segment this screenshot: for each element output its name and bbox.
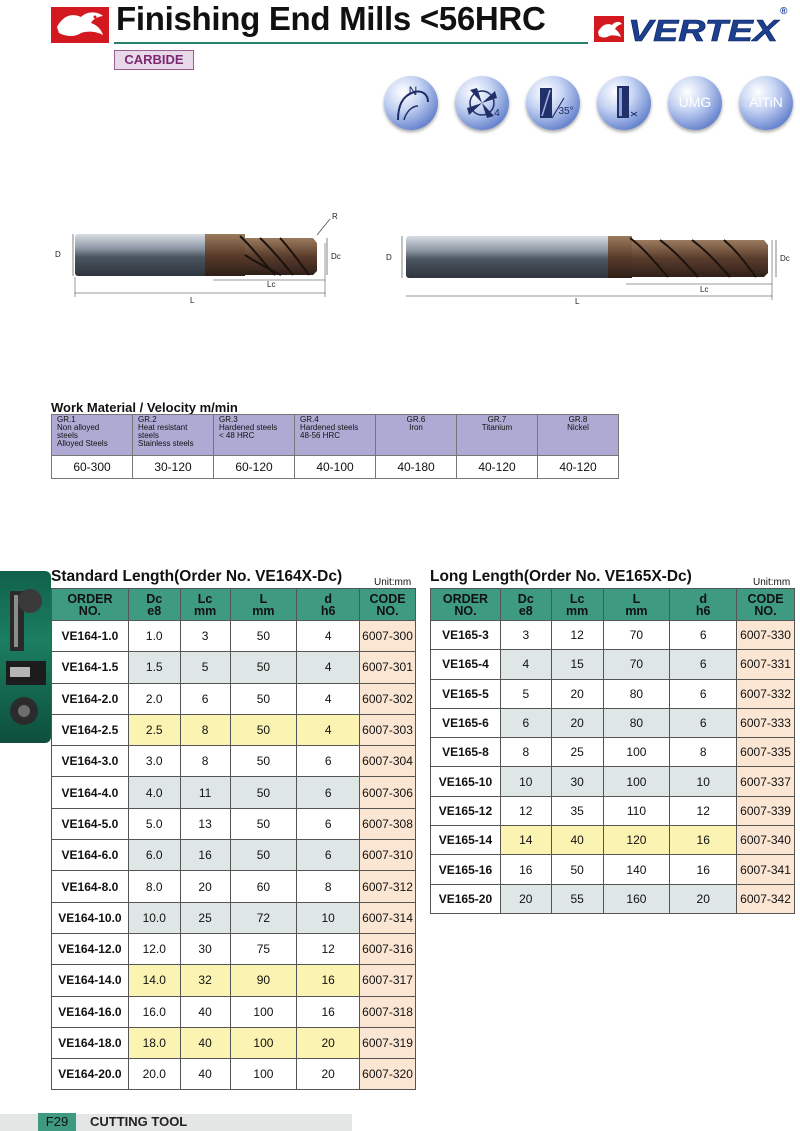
cell-code: 6007-300 xyxy=(360,621,416,652)
long-unit: Unit:mm xyxy=(753,577,791,588)
cell-dc: 4 xyxy=(500,650,551,679)
cell-lc: 20 xyxy=(180,871,230,902)
material-group-name: GR.8 xyxy=(568,415,588,424)
column-header xyxy=(551,589,603,621)
badge-label: AlTiN xyxy=(749,94,783,110)
column-header xyxy=(500,589,551,621)
cell-d: 6 xyxy=(297,777,360,808)
column-header-line: mm xyxy=(252,603,275,618)
cell-lc: 15 xyxy=(551,650,603,679)
dim-label-lc: Lc xyxy=(700,285,709,294)
cell-order: VE164-14.0 xyxy=(52,965,129,996)
cell-code: 6007-303 xyxy=(360,714,416,745)
material-group-desc: Hardened steels xyxy=(219,423,278,432)
column-header-line: d xyxy=(699,591,708,606)
cell-lc: 8 xyxy=(180,714,230,745)
cell-order: VE165-10 xyxy=(431,767,501,796)
cell-lc: 6 xyxy=(180,683,230,714)
cell-code: 6007-304 xyxy=(360,746,416,777)
column-header-line: NO. xyxy=(376,603,399,618)
vertex-brand-logo xyxy=(594,10,782,46)
cell-lc: 11 xyxy=(180,777,230,808)
cell-l: 50 xyxy=(230,840,297,871)
cell-d: 20 xyxy=(297,1027,360,1058)
material-velocity: 40-180 xyxy=(376,456,457,479)
table-row xyxy=(431,738,795,767)
table-row xyxy=(52,871,416,902)
cell-lc: 25 xyxy=(180,902,230,933)
column-header xyxy=(52,589,129,621)
cell-lc: 16 xyxy=(180,840,230,871)
cell-code: 6007-319 xyxy=(360,1027,416,1058)
cell-dc: 16.0 xyxy=(128,996,180,1027)
brand-name: VERTEX xyxy=(628,13,781,46)
footer-section: CUTTING TOOL xyxy=(90,1114,188,1129)
cell-d: 8 xyxy=(297,871,360,902)
cell-dc: 1.5 xyxy=(128,652,180,683)
table-row xyxy=(52,840,416,871)
material-group-header xyxy=(376,415,457,456)
table-row xyxy=(52,902,416,933)
cell-order: VE164-3.0 xyxy=(52,746,129,777)
cell-l: 80 xyxy=(603,679,670,708)
column-header-line: NO. xyxy=(78,603,102,618)
material-tag: CARBIDE xyxy=(114,50,194,70)
dim-label-l: L xyxy=(575,297,580,306)
umg-grade-icon xyxy=(668,76,722,130)
dim-label-d: D xyxy=(55,250,61,259)
column-header-line: NO. xyxy=(454,603,477,618)
cell-code: 6007-332 xyxy=(737,679,795,708)
cell-l: 80 xyxy=(603,708,670,737)
cell-code: 6007-314 xyxy=(360,902,416,933)
cell-lc: 20 xyxy=(551,679,603,708)
column-header-line: NO. xyxy=(754,603,777,618)
machining-photo xyxy=(0,571,51,743)
cell-d: 4 xyxy=(297,652,360,683)
shank-tolerance-icon xyxy=(597,76,651,130)
cell-dc: 12.0 xyxy=(128,933,180,964)
four-flute-icon xyxy=(455,76,509,130)
material-group-header xyxy=(214,415,295,456)
material-group-desc: Nickel xyxy=(567,423,589,432)
column-header-line: e8 xyxy=(518,603,533,618)
material-velocity: 30-120 xyxy=(133,456,214,479)
cell-lc: 55 xyxy=(551,884,603,913)
cell-d: 6 xyxy=(670,650,737,679)
cell-l: 160 xyxy=(603,884,670,913)
cell-order: VE164-12.0 xyxy=(52,933,129,964)
table-row xyxy=(431,679,795,708)
cell-order: VE165-20 xyxy=(431,884,501,913)
registered-mark: ® xyxy=(780,6,788,17)
material-group-name: GR.6 xyxy=(406,415,426,424)
column-header-line: Lc xyxy=(569,591,585,606)
column-header-line: ORDER xyxy=(442,591,489,606)
cell-order: VE164-8.0 xyxy=(52,871,129,902)
material-group-desc: steels xyxy=(138,431,159,440)
cell-order: VE164-18.0 xyxy=(52,1027,129,1058)
column-header-line: ORDER xyxy=(67,591,113,606)
cell-lc: 40 xyxy=(180,1059,230,1090)
table-row xyxy=(431,708,795,737)
cell-code: 6007-312 xyxy=(360,871,416,902)
cell-code: 6007-341 xyxy=(737,855,795,884)
cell-l: 70 xyxy=(603,621,670,650)
cell-code: 6007-301 xyxy=(360,652,416,683)
column-header xyxy=(360,589,416,621)
cell-code: 6007-308 xyxy=(360,808,416,839)
column-header xyxy=(180,589,230,621)
cell-code: 6007-335 xyxy=(737,738,795,767)
dim-label-lc: Lc xyxy=(267,280,276,289)
cell-l: 50 xyxy=(230,714,297,745)
table-row xyxy=(52,621,416,652)
standard-unit: Unit:mm xyxy=(374,577,412,588)
cell-lc: 3 xyxy=(180,621,230,652)
cell-l: 100 xyxy=(603,767,670,796)
material-group-desc: Alloyed Steels xyxy=(57,439,108,448)
cell-lc: 30 xyxy=(551,767,603,796)
cell-order: VE165-16 xyxy=(431,855,501,884)
cell-l: 110 xyxy=(603,796,670,825)
table-header-row xyxy=(431,589,795,621)
helix-35-icon xyxy=(526,76,580,130)
cell-d: 12 xyxy=(670,796,737,825)
cell-d: 8 xyxy=(670,738,737,767)
material-group-desc: Stainless steels xyxy=(138,439,194,448)
cell-dc: 2.0 xyxy=(128,683,180,714)
cell-l: 75 xyxy=(230,933,297,964)
table-row xyxy=(52,683,416,714)
material-group-header xyxy=(457,415,538,456)
cell-d: 4 xyxy=(297,621,360,652)
cell-code: 6007-342 xyxy=(737,884,795,913)
table-row xyxy=(431,826,795,855)
material-velocity: 60-300 xyxy=(52,456,133,479)
cell-l: 120 xyxy=(603,826,670,855)
cell-d: 16 xyxy=(670,855,737,884)
cell-l: 72 xyxy=(230,902,297,933)
material-group-desc: Hardened steels xyxy=(300,423,359,432)
cell-dc: 10 xyxy=(500,767,551,796)
dim-label-dc: Dc xyxy=(331,252,341,261)
cell-l: 70 xyxy=(603,650,670,679)
column-header-line: mm xyxy=(193,603,217,618)
cell-code: 6007-306 xyxy=(360,777,416,808)
cell-lc: 13 xyxy=(180,808,230,839)
cell-order: VE165-6 xyxy=(431,708,501,737)
column-header-line: Lc xyxy=(197,591,213,606)
cell-d: 10 xyxy=(297,902,360,933)
table-row xyxy=(52,808,416,839)
material-group-desc: Iron xyxy=(409,423,423,432)
cell-code: 6007-339 xyxy=(737,796,795,825)
material-group-name: GR.1 xyxy=(57,415,76,424)
cell-code: 6007-317 xyxy=(360,965,416,996)
cell-order: VE164-1.0 xyxy=(52,621,129,652)
title-divider xyxy=(114,42,588,44)
cell-d: 4 xyxy=(297,683,360,714)
material-group-desc: steels xyxy=(57,431,78,440)
cell-lc: 35 xyxy=(551,796,603,825)
cell-dc: 3 xyxy=(500,621,551,650)
cell-l: 100 xyxy=(230,1059,297,1090)
column-header-line: Dc xyxy=(517,591,534,606)
cell-lc: 30 xyxy=(180,933,230,964)
cell-code: 6007-310 xyxy=(360,840,416,871)
column-header xyxy=(128,589,180,621)
cell-code: 6007-330 xyxy=(737,621,795,650)
cell-d: 10 xyxy=(670,767,737,796)
cell-l: 100 xyxy=(230,996,297,1027)
cell-lc: 40 xyxy=(551,826,603,855)
column-header xyxy=(603,589,670,621)
cell-dc: 5 xyxy=(500,679,551,708)
cell-lc: 25 xyxy=(551,738,603,767)
cell-dc: 4.0 xyxy=(128,777,180,808)
dim-label-d: D xyxy=(386,253,392,262)
cell-order: VE165-5 xyxy=(431,679,501,708)
material-group-header xyxy=(538,415,619,456)
table-row xyxy=(431,621,795,650)
cell-l: 50 xyxy=(230,777,297,808)
material-velocity: 40-120 xyxy=(538,456,619,479)
helix-angle-icon xyxy=(384,76,438,130)
long-end-mill-drawing xyxy=(380,222,800,307)
column-header-line: L xyxy=(632,591,641,606)
column-header-line: Dc xyxy=(146,591,163,606)
cell-code: 6007-316 xyxy=(360,933,416,964)
cell-l: 50 xyxy=(230,652,297,683)
column-header-line: CODE xyxy=(369,591,406,606)
cell-dc: 8 xyxy=(500,738,551,767)
column-header xyxy=(737,589,795,621)
cell-code: 6007-302 xyxy=(360,683,416,714)
cell-dc: 5.0 xyxy=(128,808,180,839)
cell-l: 90 xyxy=(230,965,297,996)
cell-d: 6 xyxy=(297,840,360,871)
cell-l: 50 xyxy=(230,683,297,714)
cell-dc: 3.0 xyxy=(128,746,180,777)
material-group-desc: < 48 HRC xyxy=(219,431,255,440)
material-velocity: 40-120 xyxy=(457,456,538,479)
table-row xyxy=(52,714,416,745)
material-group-name: GR.2 xyxy=(138,415,157,424)
cell-l: 50 xyxy=(230,621,297,652)
cell-d: 12 xyxy=(297,933,360,964)
material-group-desc: Heat resistant xyxy=(138,423,188,432)
cell-lc: 8 xyxy=(180,746,230,777)
cell-code: 6007-318 xyxy=(360,996,416,1027)
cell-dc: 6 xyxy=(500,708,551,737)
cell-code: 6007-333 xyxy=(737,708,795,737)
cell-dc: 14.0 xyxy=(128,965,180,996)
page-number: F29 xyxy=(38,1113,76,1131)
cell-order: VE164-16.0 xyxy=(52,996,129,1027)
column-header-line: L xyxy=(259,591,268,606)
cell-dc: 6.0 xyxy=(128,840,180,871)
cell-d: 4 xyxy=(297,714,360,745)
badge-label: UMG xyxy=(678,94,712,110)
cell-lc: 40 xyxy=(180,996,230,1027)
column-header-line: e8 xyxy=(147,603,162,618)
table-row xyxy=(431,796,795,825)
cell-l: 100 xyxy=(230,1027,297,1058)
standard-end-mill-drawing xyxy=(45,205,345,305)
cell-dc: 20.0 xyxy=(128,1059,180,1090)
cell-dc: 16 xyxy=(500,855,551,884)
cell-order: VE165-14 xyxy=(431,826,501,855)
cell-order: VE165-4 xyxy=(431,650,501,679)
material-group-name: GR.3 xyxy=(219,415,238,424)
standard-length-table xyxy=(51,588,416,1090)
cell-order: VE164-2.5 xyxy=(52,714,129,745)
cell-order: VE164-4.0 xyxy=(52,777,129,808)
cell-dc: 18.0 xyxy=(128,1027,180,1058)
cell-dc: 14 xyxy=(500,826,551,855)
work-material-title: Work Material / Velocity m/min xyxy=(51,400,238,415)
table-row xyxy=(431,767,795,796)
material-group-name: GR.4 xyxy=(300,415,319,424)
column-header-line: CODE xyxy=(747,591,784,606)
cell-dc: 2.5 xyxy=(128,714,180,745)
column-header-line: mm xyxy=(625,603,648,618)
cell-order: VE164-20.0 xyxy=(52,1059,129,1090)
table-row xyxy=(431,650,795,679)
cell-lc: 40 xyxy=(180,1027,230,1058)
cell-d: 6 xyxy=(297,808,360,839)
cell-code: 6007-337 xyxy=(737,767,795,796)
table-row xyxy=(52,996,416,1027)
badge-label: N xyxy=(408,84,418,98)
standard-length-title: Standard Length(Order No. VE164X-Dc) xyxy=(51,568,343,585)
dim-label-r: R xyxy=(332,212,338,221)
column-header-line: d xyxy=(324,591,332,606)
altin-coating-icon xyxy=(739,76,793,130)
cell-d: 16 xyxy=(297,996,360,1027)
cell-dc: 10.0 xyxy=(128,902,180,933)
material-group-header xyxy=(295,415,376,456)
eagle-logo-icon xyxy=(51,7,109,43)
cell-dc: 8.0 xyxy=(128,871,180,902)
table-header-row xyxy=(52,589,416,621)
cell-d: 6 xyxy=(670,708,737,737)
table-row xyxy=(52,652,416,683)
cell-code: 6007-340 xyxy=(737,826,795,855)
table-row xyxy=(52,777,416,808)
table-row xyxy=(52,933,416,964)
cell-d: 16 xyxy=(670,826,737,855)
table-row xyxy=(431,884,795,913)
cell-order: VE165-3 xyxy=(431,621,501,650)
cell-d: 6 xyxy=(670,679,737,708)
cell-order: VE164-2.0 xyxy=(52,683,129,714)
material-velocity: 60-120 xyxy=(214,456,295,479)
cell-dc: 1.0 xyxy=(128,621,180,652)
cell-order: VE165-12 xyxy=(431,796,501,825)
cell-lc: 12 xyxy=(551,621,603,650)
cell-d: 16 xyxy=(297,965,360,996)
cell-d: 20 xyxy=(297,1059,360,1090)
work-material-table xyxy=(51,414,619,479)
cell-order: VE164-6.0 xyxy=(52,840,129,871)
material-group-desc: Titanium xyxy=(481,423,513,432)
column-header-line: mm xyxy=(566,603,589,618)
cell-order: VE164-10.0 xyxy=(52,902,129,933)
cell-code: 6007-320 xyxy=(360,1059,416,1090)
cell-d: 20 xyxy=(670,884,737,913)
cell-l: 100 xyxy=(603,738,670,767)
dim-label-dc: Dc xyxy=(780,254,790,263)
material-velocity: 40-100 xyxy=(295,456,376,479)
cell-order: VE164-5.0 xyxy=(52,808,129,839)
cell-dc: 12 xyxy=(500,796,551,825)
column-header-line: h6 xyxy=(320,603,336,618)
long-length-table xyxy=(430,588,795,914)
cell-l: 60 xyxy=(230,871,297,902)
material-group-name: GR.7 xyxy=(487,415,507,424)
column-header xyxy=(230,589,297,621)
material-group-header xyxy=(133,415,214,456)
table-row xyxy=(52,746,416,777)
column-header-line: h6 xyxy=(695,603,711,618)
table-row xyxy=(52,1027,416,1058)
material-group-header xyxy=(52,415,133,456)
cell-lc: 5 xyxy=(180,652,230,683)
table-row xyxy=(431,855,795,884)
column-header xyxy=(431,589,501,621)
cell-code: 6007-331 xyxy=(737,650,795,679)
cell-lc: 32 xyxy=(180,965,230,996)
cell-l: 140 xyxy=(603,855,670,884)
table-row xyxy=(52,965,416,996)
cell-l: 50 xyxy=(230,746,297,777)
table-row xyxy=(52,1059,416,1090)
cell-l: 50 xyxy=(230,808,297,839)
flute-count: 4 xyxy=(494,108,500,119)
cell-order: VE164-1.5 xyxy=(52,652,129,683)
helix-angle-value: 35° xyxy=(558,106,574,117)
cell-dc: 20 xyxy=(500,884,551,913)
long-length-title: Long Length(Order No. VE165X-Dc) xyxy=(430,568,692,585)
cell-order: VE165-8 xyxy=(431,738,501,767)
cell-lc: 20 xyxy=(551,708,603,737)
cell-d: 6 xyxy=(670,621,737,650)
cell-d: 6 xyxy=(297,746,360,777)
dim-label-l: L xyxy=(190,296,195,305)
column-header xyxy=(297,589,360,621)
column-header xyxy=(670,589,737,621)
cell-lc: 50 xyxy=(551,855,603,884)
page-title: Finishing End Mills <56HRC xyxy=(116,0,546,37)
material-group-desc: Non alloyed xyxy=(57,423,100,432)
material-group-desc: 48-56 HRC xyxy=(300,431,341,440)
